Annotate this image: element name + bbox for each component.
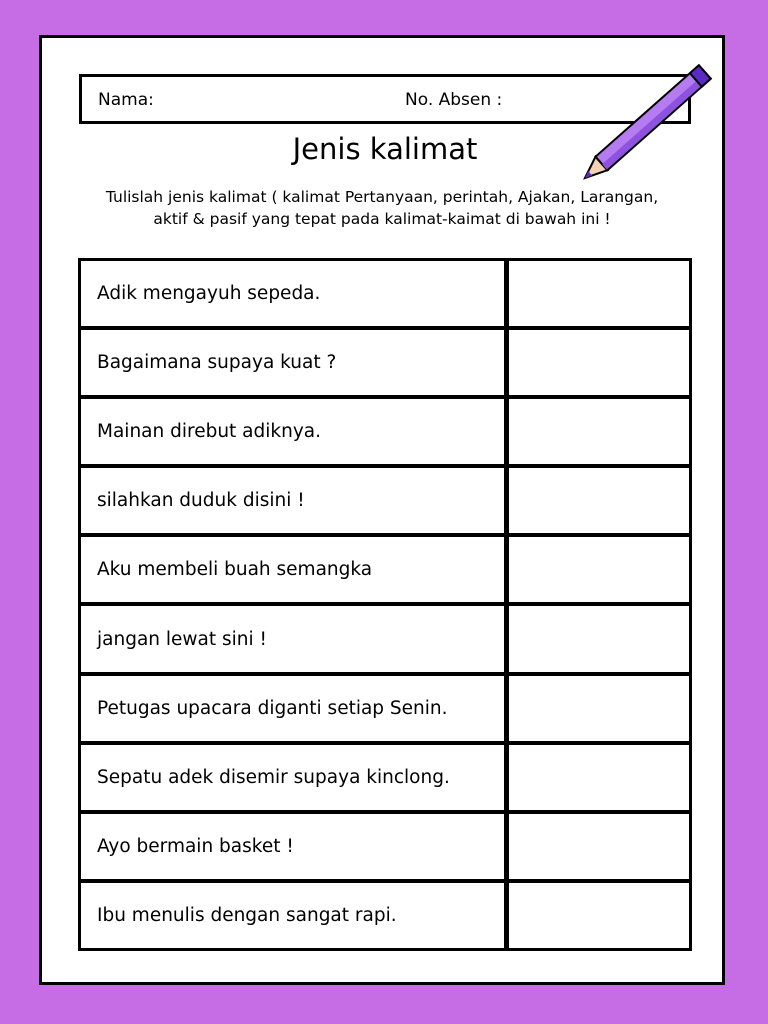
table-row (81, 261, 689, 330)
instructions-line-1: Tulislah jenis kalimat ( kalimat Pertanyaan, perintah, Ajakan, Larangan, (105, 188, 659, 206)
name-label: Nama: (98, 90, 154, 110)
sentence-cell: Ibu menulis dengan sangat rapi. (81, 883, 509, 948)
table-row (81, 399, 689, 468)
answer-cell[interactable] (509, 261, 689, 326)
table-row (81, 537, 689, 606)
table-row (81, 745, 689, 814)
sentence-cell: jangan lewat sini ! (81, 606, 509, 671)
answer-cell[interactable] (509, 399, 689, 464)
sentence-cell: Ayo bermain basket ! (81, 814, 509, 879)
answer-cell[interactable] (509, 606, 689, 671)
table-row (81, 814, 689, 883)
sentence-table (78, 258, 692, 951)
page-title: Jenis kalimat (292, 132, 478, 166)
instructions (56, 186, 708, 230)
table-row (81, 606, 689, 675)
sentence-cell: Petugas upacara diganti setiap Senin. (81, 676, 509, 741)
sentence-cell: Adik mengayuh sepeda. (81, 261, 509, 326)
sentence-cell: Aku membeli buah semangka (81, 537, 509, 602)
table-row (81, 676, 689, 745)
attendance-number-label: No. Absen : (405, 90, 503, 110)
answer-cell[interactable] (509, 468, 689, 533)
answer-cell[interactable] (509, 745, 689, 810)
table-row (81, 468, 689, 537)
table-row (81, 883, 689, 948)
answer-cell[interactable] (509, 676, 689, 741)
answer-cell[interactable] (509, 330, 689, 395)
sentence-cell: silahkan duduk disini ! (81, 468, 509, 533)
sentence-cell: Mainan direbut adiknya. (81, 399, 509, 464)
pencil-icon (569, 46, 729, 191)
sentence-cell: Sepatu adek disemir supaya kinclong. (81, 745, 509, 810)
answer-cell[interactable] (509, 883, 689, 948)
answer-cell[interactable] (509, 537, 689, 602)
table-row (81, 330, 689, 399)
sentence-cell: Bagaimana supaya kuat ? (81, 330, 509, 395)
instructions-line-2: aktif & pasif yang tepat pada kalimat-kaimat di bawah ini ! (153, 210, 611, 228)
answer-cell[interactable] (509, 814, 689, 879)
worksheet (39, 35, 725, 985)
